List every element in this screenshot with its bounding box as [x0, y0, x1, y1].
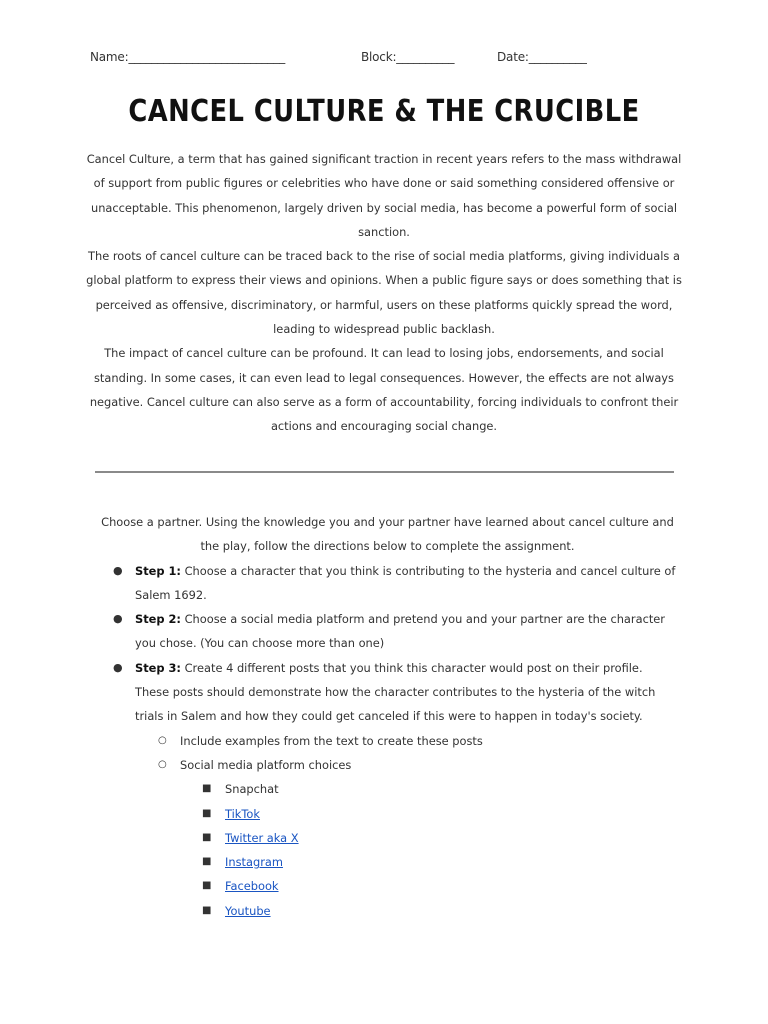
sub-item-text: Social media platform choices — [180, 757, 352, 772]
bullet-icon: ● — [113, 563, 123, 577]
sub-item — [95, 729, 680, 753]
platform-item — [95, 899, 680, 923]
platform-item — [95, 802, 680, 826]
steps-list — [95, 559, 680, 729]
platform-link-tiktok[interactable]: TikTok — [225, 806, 260, 821]
bullet-icon: ● — [113, 612, 123, 626]
platform-item — [95, 874, 680, 898]
step-label: Step 2: — [135, 612, 181, 627]
step-3-sub-list — [95, 729, 680, 778]
page-title: CANCEL CULTURE & THE CRUCIBLE — [128, 94, 640, 129]
bullet-icon: ● — [113, 660, 123, 674]
hollow-bullet-icon: ○ — [158, 758, 167, 770]
intro-paragraph-3: The impact of cancel culture can be profound. It can lead to losing jobs, endorsements, and social standing. In some cases, it can even lead to legal consequences. However, the effects are not always negative. Cancel culture can also serve as a form of accountability, forcing individuals to confront their actions and encouraging social change. — [89, 346, 679, 434]
step-item — [95, 656, 680, 729]
hollow-bullet-icon: ○ — [158, 734, 167, 746]
square-bullet-icon: ■ — [202, 904, 212, 916]
sub-item — [95, 753, 680, 777]
intro-paragraph-2: The roots of cancel culture can be traced back to the rise of social media platforms, giving individuals a global platform to express their views and opinions. When a public figure says or does something that is perceived as offensive, discriminatory, or harmful, users on these platforms quickly spread the word, leading to widespread public backlash. — [86, 249, 682, 337]
square-bullet-icon: ■ — [202, 880, 212, 892]
sub-item-text: Include examples from the text to create these posts — [180, 733, 483, 748]
platform-item — [95, 850, 680, 874]
step-text: Choose a social media platform and pretend you and your partner are the character you chose. (You can choose more than one) — [135, 612, 665, 651]
platform-link-instagram[interactable]: Instagram — [225, 855, 283, 870]
assignment-instructions: Choose a partner. Using the knowledge you and your partner have learned about cancel culture and the play, follow the directions below to complete the assignment. — [101, 515, 674, 554]
platform-list — [95, 777, 680, 923]
step-item — [95, 607, 680, 656]
date-field: Date:__________ — [497, 50, 587, 64]
step-label: Step 3: — [135, 660, 181, 675]
platform-snapchat: Snapchat — [225, 782, 279, 797]
platform-item — [95, 826, 680, 850]
student-info-fields — [90, 50, 690, 68]
assignment-section — [95, 510, 680, 923]
block-field: Block:__________ — [361, 50, 455, 64]
square-bullet-icon: ■ — [202, 856, 212, 868]
platform-link-twitter[interactable]: Twitter aka X — [225, 830, 299, 845]
step-label: Step 1: — [135, 563, 181, 578]
platform-item — [95, 777, 680, 801]
square-bullet-icon: ■ — [202, 807, 212, 819]
step-item — [95, 559, 680, 608]
name-field: Name:___________________________ — [90, 50, 286, 64]
intro-text — [84, 147, 684, 439]
square-bullet-icon: ■ — [202, 783, 212, 795]
platform-link-facebook[interactable]: Facebook — [225, 879, 279, 894]
step-text: Create 4 different posts that you think this character would post on their profile. These posts should demonstrate how the character contributes to the hysteria of the witch trials in Salem and how they could get canceled if this were to happen in today's society. — [135, 660, 656, 724]
step-text: Choose a character that you think is contributing to the hysteria and cancel culture of Salem 1692. — [135, 563, 676, 602]
intro-paragraph-1: Cancel Culture, a term that has gained significant traction in recent years refers to the mass withdrawal of support from public figures or celebrities who have done or said something considered offensive or unacceptable. This phenomenon, largely driven by social media, has become a powerful form of social sanction. — [86, 152, 682, 239]
section-divider — [95, 471, 674, 473]
platform-link-youtube[interactable]: Youtube — [225, 903, 271, 918]
square-bullet-icon: ■ — [202, 831, 212, 843]
